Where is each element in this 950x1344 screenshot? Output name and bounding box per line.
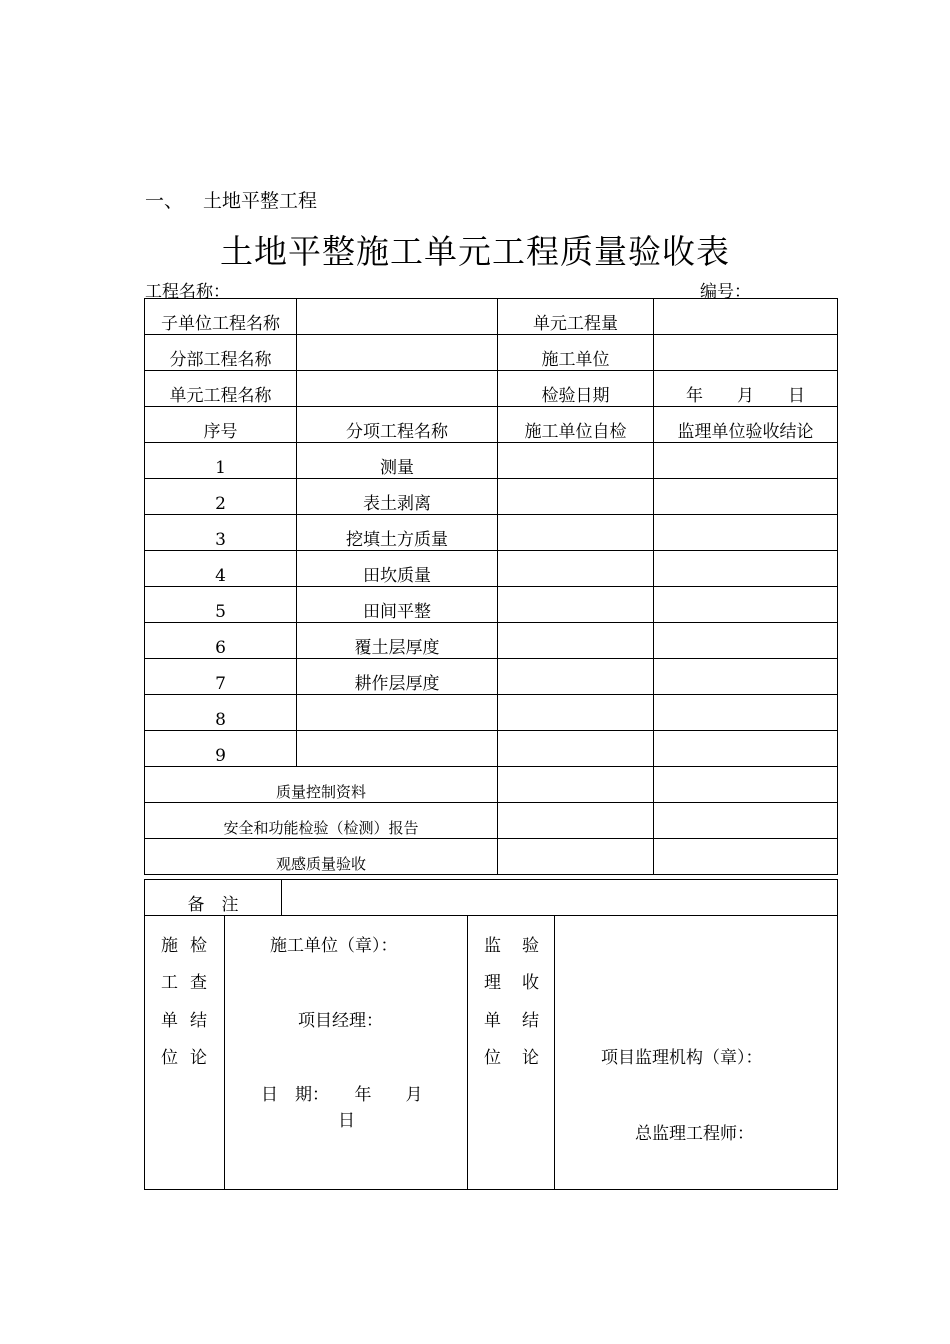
header-item-name: 分项工程名称 — [297, 407, 498, 443]
info-label: 单元工程名称 — [145, 371, 297, 407]
supervision-cell[interactable] — [654, 731, 838, 767]
item-name: 挖填土方质量 — [297, 515, 498, 551]
summary-label: 安全和功能检验（检测）报告 — [145, 803, 498, 839]
item-row — [145, 695, 838, 731]
supervision-cell[interactable] — [654, 551, 838, 587]
side-char: 工 — [161, 973, 178, 993]
section-heading — [145, 186, 317, 213]
side-char: 查 — [190, 973, 207, 993]
item-no: 8 — [145, 695, 297, 731]
remark-row — [145, 880, 838, 916]
side-char: 收 — [522, 973, 539, 993]
self-check-cell[interactable] — [498, 839, 654, 875]
supervision-cell[interactable] — [654, 695, 838, 731]
side-char: 单 — [484, 1011, 501, 1031]
self-check-cell[interactable] — [498, 623, 654, 659]
item-no: 4 — [145, 551, 297, 587]
info-row — [145, 299, 838, 335]
remark-value[interactable] — [282, 880, 838, 916]
header-no: 序号 — [145, 407, 297, 443]
item-name[interactable] — [297, 731, 498, 767]
project-manager-label: 项目经理： — [298, 1011, 383, 1031]
item-no: 9 — [145, 731, 297, 767]
info-label: 检验日期 — [498, 371, 654, 407]
item-no: 2 — [145, 479, 297, 515]
item-row — [145, 479, 838, 515]
side-char: 位 — [484, 1048, 501, 1068]
supervision-cell[interactable] — [654, 659, 838, 695]
info-value[interactable] — [297, 299, 498, 335]
self-check-cell[interactable] — [498, 443, 654, 479]
side-char: 结 — [522, 1011, 539, 1031]
summary-row — [145, 839, 838, 875]
item-name: 田坎质量 — [297, 551, 498, 587]
info-value[interactable] — [297, 335, 498, 371]
side-char: 理 — [484, 973, 501, 993]
self-check-cell[interactable] — [498, 479, 654, 515]
item-row — [145, 623, 838, 659]
supervision-cell[interactable] — [654, 587, 838, 623]
construction-side-label — [145, 916, 225, 1190]
construction-sign-area[interactable] — [225, 916, 468, 1190]
self-check-cell[interactable] — [498, 587, 654, 623]
self-check-cell[interactable] — [498, 731, 654, 767]
supervision-cell[interactable] — [654, 479, 838, 515]
item-name: 耕作层厚度 — [297, 659, 498, 695]
construction-unit-label: 施工单位（章）： — [270, 936, 398, 956]
side-char: 结 — [190, 1011, 207, 1031]
document-title: 土地平整施工单元工程质量验收表 — [220, 232, 730, 271]
section-number: 一、 — [145, 190, 184, 212]
self-check-cell[interactable] — [498, 659, 654, 695]
item-name[interactable] — [297, 695, 498, 731]
supervision-cell[interactable] — [654, 515, 838, 551]
info-label: 单元工程量 — [498, 299, 654, 335]
info-label: 分部工程名称 — [145, 335, 297, 371]
header-self-check: 施工单位自检 — [498, 407, 654, 443]
info-value[interactable] — [654, 335, 838, 371]
self-check-cell[interactable] — [498, 695, 654, 731]
side-char: 论 — [522, 1048, 539, 1068]
item-no: 5 — [145, 587, 297, 623]
side-char: 施 — [161, 936, 178, 956]
item-row — [145, 443, 838, 479]
item-no: 1 — [145, 443, 297, 479]
item-no: 6 — [145, 623, 297, 659]
project-name-label: 工程名称： — [145, 282, 230, 302]
supervision-cell[interactable] — [654, 803, 838, 839]
side-char: 论 — [190, 1048, 207, 1068]
item-row — [145, 587, 838, 623]
self-check-cell[interactable] — [498, 515, 654, 551]
side-char: 检 — [190, 936, 207, 956]
item-header-row — [145, 407, 838, 443]
supervision-sign-area[interactable] — [555, 916, 838, 1190]
inspection-date[interactable]: 年 月 日 — [654, 371, 838, 407]
item-row — [145, 659, 838, 695]
supervision-org-label: 项目监理机构（章）： — [601, 1048, 763, 1068]
item-no: 7 — [145, 659, 297, 695]
self-check-cell[interactable] — [498, 803, 654, 839]
item-name: 测量 — [297, 443, 498, 479]
section-title: 土地平整工程 — [203, 190, 318, 212]
item-row — [145, 731, 838, 767]
summary-label: 观感质量验收 — [145, 839, 498, 875]
construction-date-label: 日 期： 年 月 — [261, 1085, 423, 1105]
item-row — [145, 515, 838, 551]
item-name: 覆土层厚度 — [297, 623, 498, 659]
summary-row — [145, 803, 838, 839]
self-check-cell[interactable] — [498, 767, 654, 803]
supervision-cell[interactable] — [654, 443, 838, 479]
remark-table — [144, 879, 838, 916]
summary-row — [145, 767, 838, 803]
side-char: 监 — [484, 936, 501, 956]
summary-label: 质量控制资料 — [145, 767, 498, 803]
acceptance-table — [144, 298, 838, 875]
side-char: 单 — [161, 1011, 178, 1031]
side-char: 验 — [522, 936, 539, 956]
supervision-side-label — [468, 916, 555, 1190]
side-char: 位 — [161, 1048, 178, 1068]
info-label: 子单位工程名称 — [145, 299, 297, 335]
remark-label: 备 注 — [145, 880, 282, 916]
code-label: 编号： — [700, 282, 751, 302]
self-check-cell[interactable] — [498, 551, 654, 587]
item-row — [145, 551, 838, 587]
supervision-cell[interactable] — [654, 767, 838, 803]
item-no: 3 — [145, 515, 297, 551]
supervision-cell[interactable] — [654, 623, 838, 659]
signature-table — [144, 915, 838, 1190]
item-name: 田间平整 — [297, 587, 498, 623]
header-supervision-conclusion: 监理单位验收结论 — [654, 407, 838, 443]
info-value[interactable] — [654, 299, 838, 335]
item-name: 表土剥离 — [297, 479, 498, 515]
chief-engineer-label: 总监理工程师： — [635, 1124, 754, 1144]
construction-date-day: 日 — [338, 1111, 355, 1131]
info-value[interactable] — [297, 371, 498, 407]
info-label: 施工单位 — [498, 335, 654, 371]
supervision-cell[interactable] — [654, 839, 838, 875]
info-row — [145, 371, 838, 407]
info-row — [145, 335, 838, 371]
